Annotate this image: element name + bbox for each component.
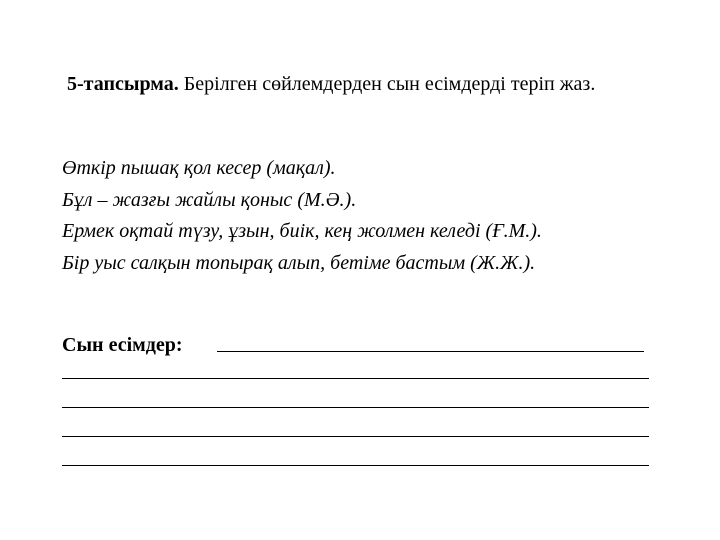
sentence-item: Ермек оқтай түзу, ұзын, биік, кең жолмен келеді (Ғ.М.). [62, 220, 542, 242]
task-heading [62, 70, 662, 98]
answer-blank-line[interactable] [62, 465, 649, 466]
sentence-item: Бір уыс салқын топырақ алып, бетіме бастым (Ж.Ж.). [62, 251, 536, 274]
answer-row [62, 331, 652, 359]
answer-blank-line[interactable] [62, 436, 649, 437]
task-instruction: Берілген сөйлемдерден сын есімдерді теріп жаз. [183, 73, 596, 95]
sentence-item: Бұл – жазғы жайлы қоныс (М.Ә.). [62, 188, 357, 211]
sentence-list [62, 153, 702, 279]
task-number: 5-тапсырма. [67, 73, 179, 95]
answer-blank-line[interactable] [217, 351, 644, 352]
answer-blank-line[interactable] [62, 378, 649, 379]
answer-label: Сын есімдер: [62, 334, 183, 356]
sentence-item: Өткір пышақ қол кесер (мақал). [62, 157, 336, 179]
answer-blank-line[interactable] [62, 407, 649, 408]
